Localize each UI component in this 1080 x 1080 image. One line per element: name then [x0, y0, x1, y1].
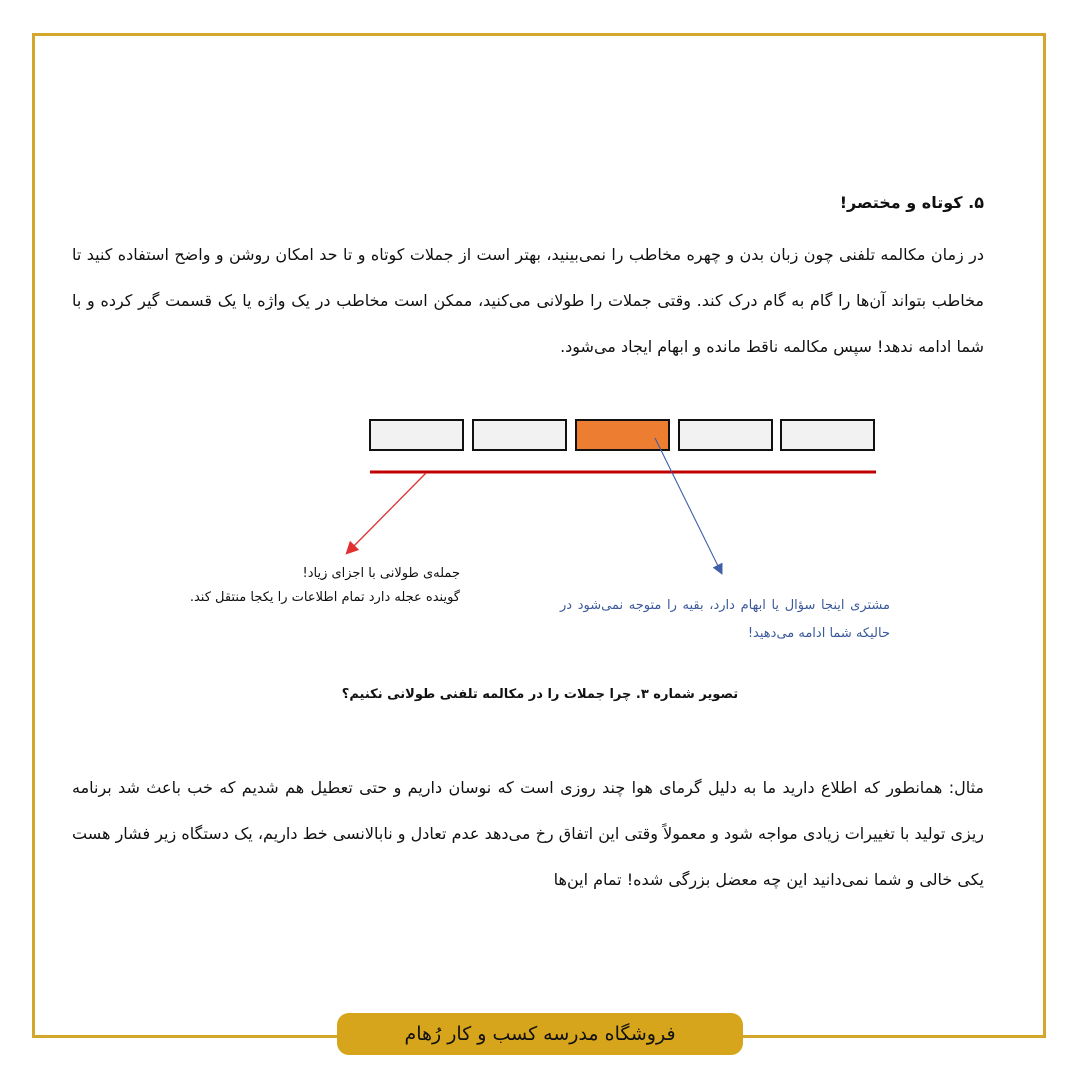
paragraph-example: مثال: همانطور که اطلاع دارید ما به دلیل گرمای هوا چند روزی است که نوسان داریم و حتی تعطیل هم شدیم که خب باعث شد برنامه ریزی تولید با تغییرات زیادی مواجه شود و معمولاً وقتی این اتفاق رخ می‌دهد عدم تعادل و نابالانسی خط داریم، یک دستگاه زیر فشار هست یکی خالی و شما نمی‌دانید این چه معضل بزرگی شده! تمام این‌ها	[72, 778, 984, 889]
footer-store-label: فروشگاه مدرسه کسب و کار رُهام	[404, 1023, 676, 1045]
footer-store-badge	[337, 1013, 743, 1055]
long-sentence-note-line-1: جمله‌ی طولانی با اجزای زیاد!	[302, 566, 460, 581]
paragraph-intro: در زمان مکالمه تلفنی چون زبان بدن و چهره مخاطب را نمی‌بینید، بهتر است از جملات کوتاه و تا حد امکان روشن و واضح استفاده کنید تا مخاطب بتواند آن‌ها را گام به گام درک کند. وقتی جملات را طولانی می‌کنید، ممکن است مخاطب در یک واژه یا یک قسمت گیر کرده و با شما ادامه ندهد! سپس مکالمه ناقط مانده و ابهام ایجاد می‌شود.	[72, 245, 984, 356]
long-sentence-note-line-2: گوینده عجله دارد تمام اطلاعات را یکجا منتقل کند.	[189, 590, 460, 605]
figure-caption: تصویر شماره ۳. چرا جملات را در مکالمه تلفنی طولانی نکنیم؟	[341, 687, 739, 702]
long-sentence-note	[190, 562, 460, 610]
section-heading: ۵. کوتاه و مختصر!	[839, 193, 984, 212]
customer-confusion-note: مشتری اینجا سؤال یا ابهام دارد، بقیه را متوجه نمی‌شود در حالیکه شما ادامه می‌دهید!	[560, 598, 890, 641]
